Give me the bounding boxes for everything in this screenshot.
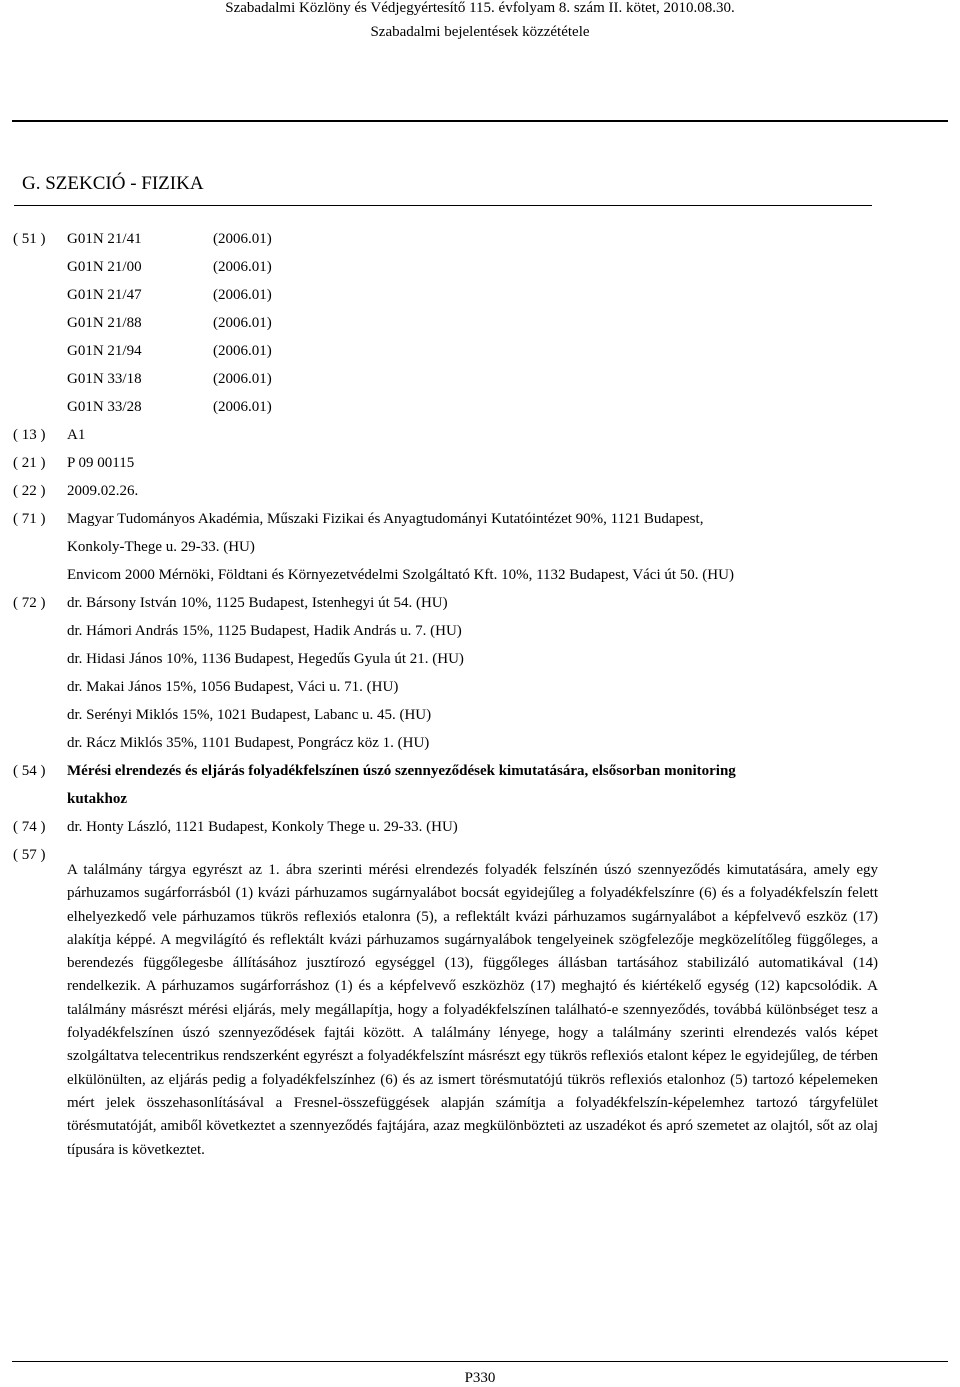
publication-header: Szabadalmi Közlöny és Védjegyértesítő 115. évfolyam 8. szám II. kötet, 2010.08.30.	[225, 0, 735, 16]
ipc-version: (2006.01)	[213, 371, 272, 387]
field-label-22: ( 22 )	[13, 483, 46, 499]
inventor: dr. Hidasi János 10%, 1136 Budapest, Hegedűs Gyula út 21. (HU)	[67, 651, 464, 667]
section-title: G. SZEKCIÓ - FIZIKA	[22, 173, 204, 194]
field-label-72: ( 72 )	[13, 595, 46, 611]
invention-title-cont: kutakhoz	[67, 791, 128, 807]
field-label-74: ( 74 )	[13, 819, 46, 835]
page-number: P330	[464, 1370, 496, 1386]
field-label-54: ( 54 )	[13, 763, 46, 779]
inventor: dr. Rácz Miklós 35%, 1101 Budapest, Pongrácz köz 1. (HU)	[67, 735, 430, 751]
invention-title: Mérési elrendezés és eljárás folyadékfelszínen úszó szennyeződések kimutatására, elsősorban monitoring	[67, 763, 736, 779]
ipc-version: (2006.01)	[213, 343, 272, 359]
ipc-version: (2006.01)	[213, 259, 272, 275]
section-rule	[14, 205, 872, 206]
filing-date: 2009.02.26.	[67, 483, 139, 499]
publication-subheader: Szabadalmi bejelentések közzététele	[370, 24, 590, 40]
inventor: dr. Makai János 15%, 1056 Budapest, Váci u. 71. (HU)	[67, 679, 399, 695]
ipc-code: G01N 33/28	[67, 399, 142, 415]
abstract-text: A találmány tárgya egyrészt az 1. ábra szerinti mérési elrendezés folyadék felszínén úszó szennyeződés kimutatására, amely egy párhuzamos sugárforrásból (1) kvázi párhuzamos sugárnyalábot bocsát egyidejűleg a folyadékfelszínre (6) és a folyadékfelszín felett elhelyezkedő vele párhuzamos tükrös reflexiós etalonra (5), a reflektált kvázi párhuzamos sugárnyalábot a képfelvevő eszköz (17) alakítja képpé. A megvilágító és reflektált kvázi párhuzamos sugárnyalábok tengelyeinek szögfelezője megközelítőleg függőleges, a berendezés függőlegesbe állításához jusztírozó egységgel (13), függőleges állásban tartásához stabilizáló automatikával (14) rendelkezik. A párhuzamos sugárforráshoz (1) és a képfelvevő eszközhöz (17) meghajtó és kiértékelő egység (12) kapcsolódik. A találmány másrészt mérési eljárás, mely megállapítja, hogy a folyadékfelszínen található-e szennyeződés, továbbá különbséget tesz a folyadékfelszínen úszó szennyeződések fajtái között. A találmány lényege, hogy a találmány szerinti elrendezés valós képet szolgáltatva telecentrikus rendszerként egyrészt a folyadékfelszínt másrészt egy tükrös reflexiós etalont képez le egyidejűleg, de térben elkülönülten, az eljárás pedig a folyadékfelszínhez (6) és az ismert törésmutatójú tükrös reflexiós etalonhoz (5) tartozó képelemeken mért jelek összehasonlításával a Fresnel-összefüggések alapján számítja a folyadékfelszín-képelemhez tartozó tárgyfelület törésmutatóját, amiből következtet a szennyeződés fajtájára, azaz megkülönbözteti az uszadékot és apró szemetet az olajtól, sőt az olaj típusára is következtet.	[67, 862, 878, 1158]
ipc-version: (2006.01)	[213, 399, 272, 415]
inventor: dr. Serényi Miklós 15%, 1021 Budapest, Labanc u. 45. (HU)	[67, 707, 432, 723]
inventor: dr. Bársony István 10%, 1125 Budapest, Istenhegyi út 54. (HU)	[67, 595, 448, 611]
ipc-code: G01N 21/00	[67, 259, 142, 275]
ipc-code: G01N 21/41	[67, 231, 142, 247]
header-rule	[12, 120, 948, 122]
footer-rule	[12, 1361, 948, 1362]
applicant-line: Konkoly-Thege u. 29-33. (HU)	[67, 539, 255, 555]
field-label-71: ( 71 )	[13, 511, 46, 527]
kind-code: A1	[67, 427, 86, 443]
ipc-code: G01N 21/94	[67, 343, 142, 359]
applicant-line: Magyar Tudományos Akadémia, Műszaki Fizikai és Anyagtudományi Kutatóintézet 90%, 1121 Budapest,	[67, 511, 704, 527]
ipc-version: (2006.01)	[213, 315, 272, 331]
field-label-51: ( 51 )	[13, 231, 46, 247]
agent: dr. Honty László, 1121 Budapest, Konkoly Thege u. 29-33. (HU)	[67, 819, 458, 835]
ipc-code: G01N 21/88	[67, 315, 142, 331]
ipc-version: (2006.01)	[213, 287, 272, 303]
application-number: P 09 00115	[67, 455, 135, 471]
field-label-13: ( 13 )	[13, 427, 46, 443]
ipc-code: G01N 21/47	[67, 287, 142, 303]
applicant-line: Envicom 2000 Mérnöki, Földtani és Környezetvédelmi Szolgáltató Kft. 10%, 1132 Budapest, Váci út 50. (HU)	[67, 567, 734, 583]
ipc-code: G01N 33/18	[67, 371, 142, 387]
ipc-version: (2006.01)	[213, 231, 272, 247]
field-label-57: ( 57 )	[13, 847, 46, 863]
inventor: dr. Hámori András 15%, 1125 Budapest, Hadik András u. 7. (HU)	[67, 623, 462, 639]
field-label-21: ( 21 )	[13, 455, 46, 471]
